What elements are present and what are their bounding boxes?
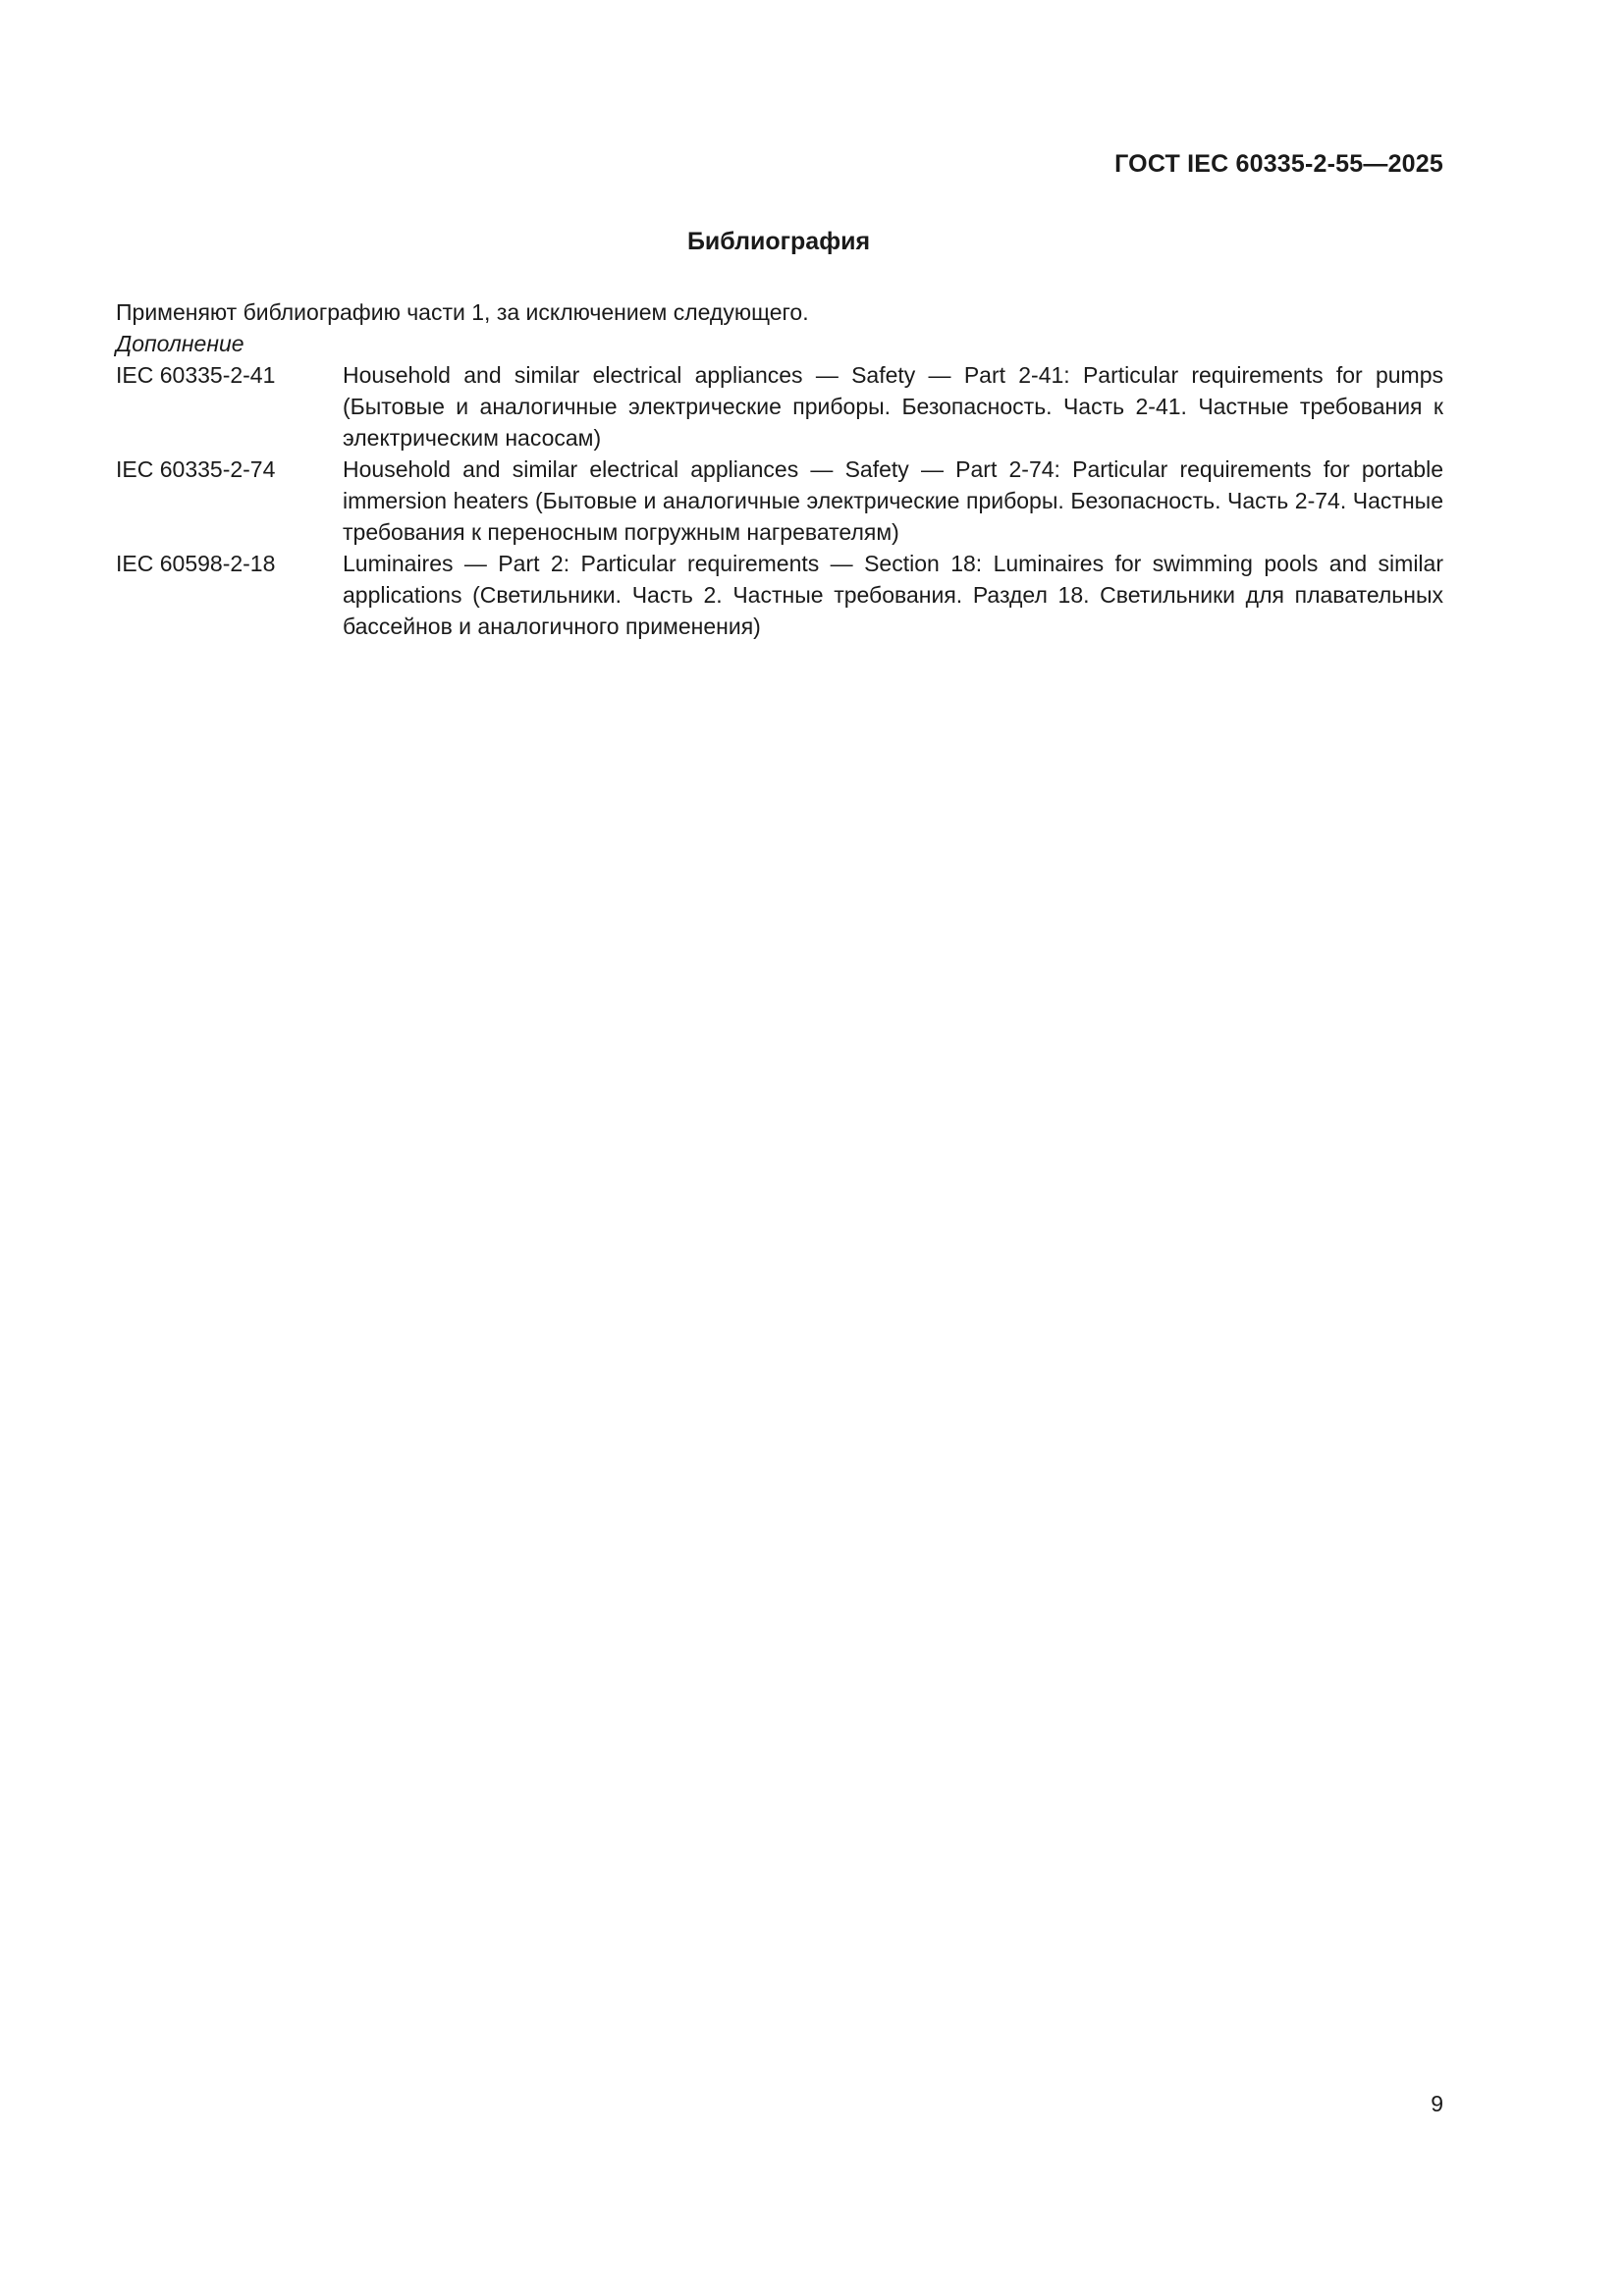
reference-code: IEC 60598-2-18	[116, 551, 276, 576]
reference-code: IEC 60335-2-74	[116, 456, 276, 482]
reference-text: Household and similar electrical appliances — Safety — Part 2-74: Particular requirements for portable immersion heaters (Бытовые и аналогичные электрические приборы. Безопасность. Часть 2-74. Частные требования к переносным погружным нагревателям)	[343, 456, 1443, 545]
bibliography-body	[116, 296, 1443, 642]
reference-item	[116, 454, 1443, 548]
page-number: 9	[1431, 2091, 1443, 2116]
reference-list	[116, 359, 1443, 642]
addition-label: Дополнение	[116, 331, 244, 356]
reference-code: IEC 60335-2-41	[116, 362, 276, 388]
reference-text: Household and similar electrical appliances — Safety — Part 2-41: Particular requirements for pumps (Бытовые и аналогичные электрические приборы. Безопасность. Часть 2-41. Частные требования к электрическим насосам)	[343, 362, 1443, 451]
reference-item	[116, 359, 1443, 454]
standard-id: ГОСТ IEC 60335-2-55—2025	[1114, 150, 1443, 178]
bibliography-intro: Применяют библиографию части 1, за исключением следующего.	[116, 299, 809, 325]
reference-text: Luminaires — Part 2: Particular requirements — Section 18: Luminaires for swimming pools and similar applications (Светильники. Часть 2. Частные требования. Раздел 18. Светильники для плавательных бассейнов и аналогичного применения)	[343, 551, 1443, 639]
reference-item	[116, 548, 1443, 642]
bibliography-title: Библиография	[686, 228, 871, 255]
